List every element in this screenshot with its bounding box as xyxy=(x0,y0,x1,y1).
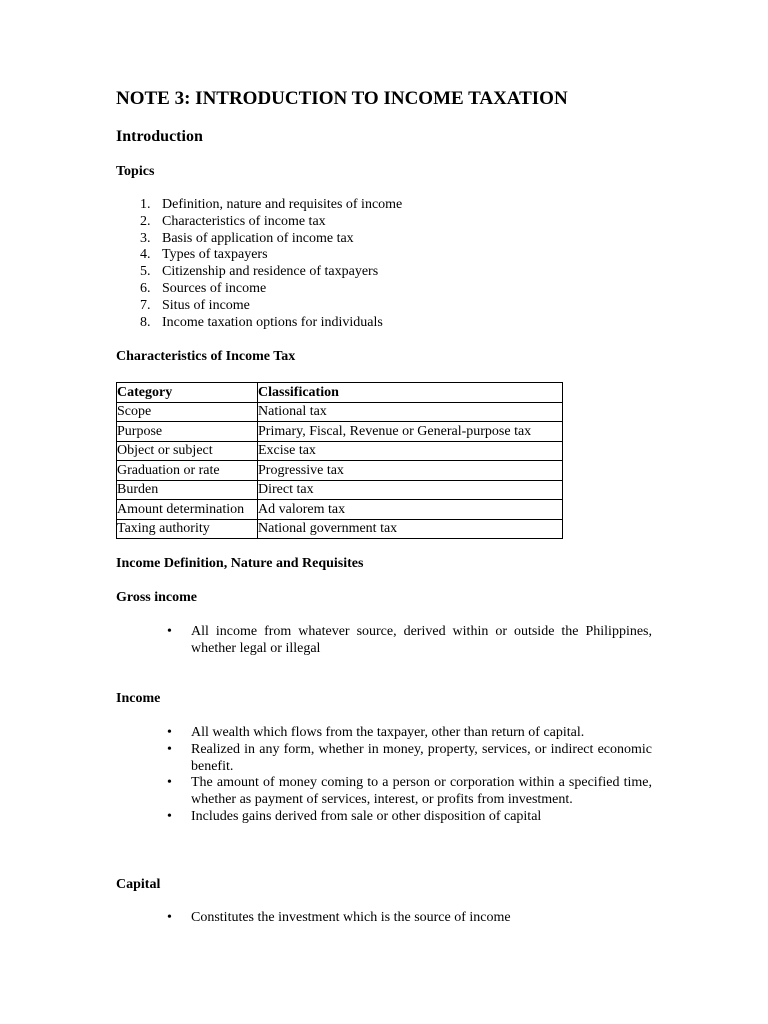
list-text: Basis of application of income tax xyxy=(162,230,354,246)
bullet-icon: • xyxy=(167,741,172,757)
table-cell: National government tax xyxy=(258,519,563,539)
list-item xyxy=(116,231,402,248)
list-item xyxy=(116,809,652,826)
bullet-icon: • xyxy=(167,775,172,791)
list-number: 2. xyxy=(140,213,151,229)
bullet-icon: • xyxy=(167,624,172,639)
table-cell: Progressive tax xyxy=(258,461,563,481)
list-text: Definition, nature and requisites of income xyxy=(162,197,403,212)
list-text: Citizenship and residence of taxpayers xyxy=(162,264,379,280)
list-item xyxy=(116,624,652,658)
table-cell: Direct tax xyxy=(258,480,563,500)
list-item xyxy=(116,910,652,927)
list-item xyxy=(116,298,402,315)
table-cell: Primary, Fiscal, Revenue or General-purpose tax xyxy=(258,422,563,442)
list-item xyxy=(116,742,652,776)
list-number: 7. xyxy=(140,297,151,313)
list-item xyxy=(116,264,402,281)
list-item xyxy=(116,214,402,231)
topics-list xyxy=(116,197,402,331)
bullet-icon: • xyxy=(167,808,172,824)
table-row xyxy=(117,519,563,539)
list-text: The amount of money coming to a person or corporation within a specified time, whether as payment of services, interest, or profits from investment. xyxy=(191,775,652,808)
income-heading: Income xyxy=(116,691,161,706)
table-cell: Excise tax xyxy=(258,441,563,461)
list-text: All wealth which flows from the taxpayer, other than return of capital. xyxy=(191,725,585,740)
capital-list xyxy=(116,910,652,927)
list-number: 1. xyxy=(140,197,151,212)
table-cell: Taxing authority xyxy=(117,519,258,539)
list-number: 6. xyxy=(140,280,151,296)
table-cell: National tax xyxy=(258,402,563,422)
table-header-classification: Classification xyxy=(258,383,563,403)
table-cell: Burden xyxy=(117,480,258,500)
table-cell: Amount determination xyxy=(117,500,258,520)
capital-heading: Capital xyxy=(116,877,161,892)
list-text: All income from whatever source, derived within or outside the Philippines, whether legal or illegal xyxy=(191,624,652,656)
table-cell: Scope xyxy=(117,402,258,422)
list-text: Characteristics of income tax xyxy=(162,213,326,229)
page-title: NOTE 3: INTRODUCTION TO INCOME TAXATION xyxy=(116,88,568,109)
list-number: 3. xyxy=(140,230,151,246)
table-cell: Purpose xyxy=(117,422,258,442)
list-text: Income taxation options for individuals xyxy=(162,314,383,330)
list-item xyxy=(116,281,402,298)
introduction-heading: Introduction xyxy=(116,128,203,145)
table-row xyxy=(117,500,563,520)
list-number: 8. xyxy=(140,314,151,330)
table-row xyxy=(117,441,563,461)
list-item xyxy=(116,247,402,264)
list-text: Types of taxpayers xyxy=(162,247,268,263)
list-item xyxy=(116,775,652,809)
table-cell: Object or subject xyxy=(117,441,258,461)
table-header-category: Category xyxy=(117,383,258,403)
list-text: Constitutes the investment which is the source of income xyxy=(191,910,511,925)
bullet-icon: • xyxy=(167,910,172,925)
income-definition-heading: Income Definition, Nature and Requisites xyxy=(116,556,364,571)
table-row xyxy=(117,461,563,481)
list-number: 5. xyxy=(140,264,151,280)
bullet-icon: • xyxy=(167,725,172,740)
characteristics-heading: Characteristics of Income Tax xyxy=(116,349,296,364)
income-list xyxy=(116,725,652,826)
table-header-row xyxy=(117,383,563,403)
list-item xyxy=(116,315,402,332)
list-item xyxy=(116,197,402,214)
list-text: Realized in any form, whether in money, property, services, or indirect economic benefit. xyxy=(191,741,652,774)
table-row xyxy=(117,480,563,500)
topics-heading: Topics xyxy=(116,164,155,179)
table-row xyxy=(117,422,563,442)
table-row xyxy=(117,402,563,422)
table-cell: Ad valorem tax xyxy=(258,500,563,520)
list-item xyxy=(116,725,652,742)
characteristics-table xyxy=(116,382,563,539)
gross-income-list xyxy=(116,624,652,658)
list-number: 4. xyxy=(140,247,151,263)
gross-income-heading: Gross income xyxy=(116,590,198,605)
list-text: Includes gains derived from sale or other disposition of capital xyxy=(191,808,542,824)
table-cell: Graduation or rate xyxy=(117,461,258,481)
list-text: Sources of income xyxy=(162,280,267,296)
list-text: Situs of income xyxy=(162,297,250,313)
